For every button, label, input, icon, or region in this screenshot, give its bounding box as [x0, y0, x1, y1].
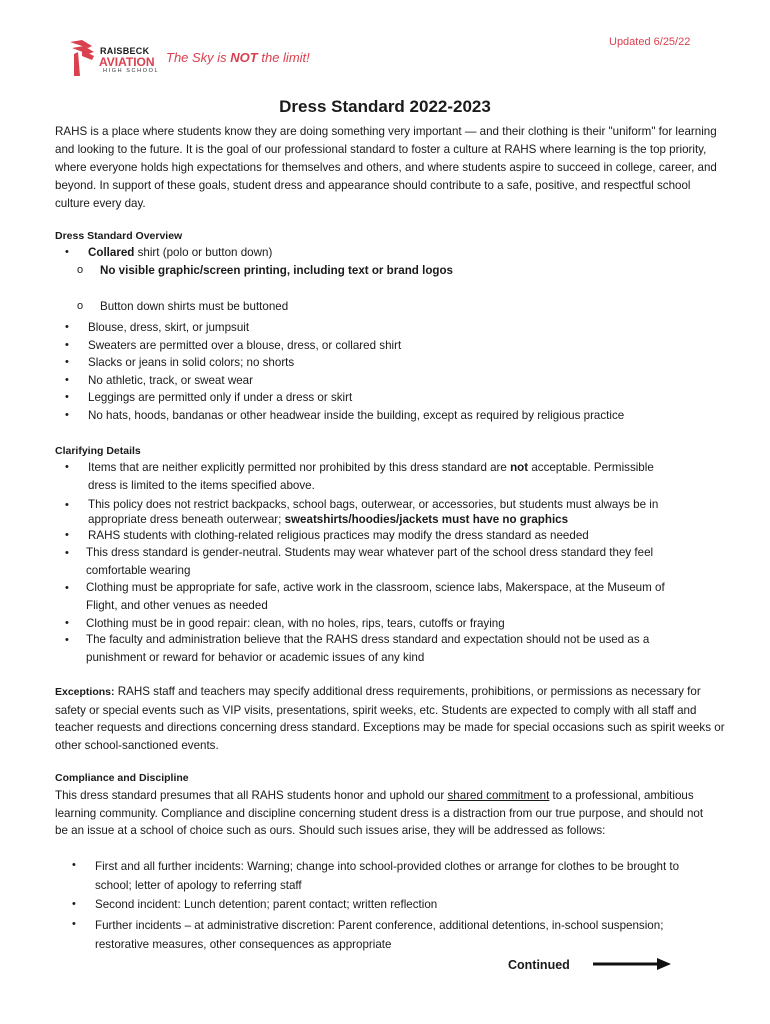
list-item: No athletic, track, or sweat wear	[88, 374, 253, 387]
list-item: Slacks or jeans in solid colors; no shorts	[88, 356, 295, 369]
list-item: Collared shirt (polo or button down)	[88, 246, 273, 259]
compliance-paragraph: This dress standard presumes that all RAHS students honor and uphold our shared commitment to a professional, ambitious learning community. Compliance and discipline concerning student dress is a distraction from our true purpose, and should not be an issue at a school of choice such as ours. Should such issues arise, they will be addressed as follows:	[55, 789, 704, 837]
bullet-icon: •	[65, 529, 69, 541]
list-item: No hats, hoods, bandanas or other headwear inside the building, except as required by religious practice	[88, 409, 625, 422]
bullet-icon: •	[65, 391, 69, 403]
bullet-icon: •	[65, 246, 69, 258]
list-item: Clothing must be in good repair: clean, with no holes, rips, tears, cutoffs or fraying	[86, 617, 505, 630]
bullet-icon: •	[72, 918, 76, 930]
list-item: Sweaters are permitted over a blouse, dress, or collared shirt	[88, 339, 402, 352]
bullet-icon: •	[65, 374, 69, 386]
bullet-icon: •	[65, 339, 69, 351]
bullet-icon: •	[65, 499, 69, 511]
document-title: Dress Standard 2022-2023	[279, 97, 491, 116]
list-item: First and all further incidents: Warning; change into school-provided clothes or arrange for clothes to be brought to school; letter of apology to referring staff	[95, 860, 680, 892]
circle-bullet-icon: o	[77, 300, 84, 312]
bullet-icon: •	[65, 582, 69, 594]
intro-paragraph: RAHS is a place where students know they are doing something very important — and their clothing is their "uniform" for learning and looking to the future. It is the goal of our professional standard to foster a culture at RAHS where learning is the top priority, where everyone holds high expectations for themselves and others, and where students aspire to succeed in college, career, and beyond. In support of these goals, student dress and appearance should contribute to a safe, positive, and respectful school culture every day.	[55, 125, 717, 210]
list-item: This dress standard is gender-neutral. Students may wear whatever part of the school dress standard they feel comfortable wearing	[86, 546, 654, 577]
bullet-icon: •	[72, 898, 76, 910]
continued-label: Continued	[508, 958, 570, 972]
circle-bullet-icon: o	[77, 264, 84, 276]
bullet-icon: •	[65, 547, 69, 559]
updated-date: Updated 6/25/22	[609, 36, 691, 48]
clarifying-heading: Clarifying Details	[55, 445, 141, 457]
list-item: Clothing must be appropriate for safe, active work in the classroom, science labs, Makerspace, at the Museum of Flight, and other venues as needed	[86, 581, 665, 612]
compliance-heading: Compliance and Discipline	[55, 772, 189, 784]
list-item: RAHS students with clothing-related religious practices may modify the dress standard as needed	[88, 529, 589, 542]
list-item: The faculty and administration believe that the RAHS dress standard and expectation should not be used as a punishment or reward for behavior or academic issues of any kind	[86, 633, 650, 664]
list-item: Blouse, dress, skirt, or jumpsuit	[88, 321, 250, 334]
list-item: This policy does not restrict backpacks, school bags, outerwear, or accessories, but students must always be in appropriate dress beneath outerwear; sweatshirts/hoodies/jackets must have no graphics	[88, 498, 659, 526]
bullet-icon: •	[65, 356, 69, 368]
logo-line-1: RAISBECK	[100, 46, 150, 56]
overview-heading: Dress Standard Overview	[55, 230, 183, 242]
logo-line-2: AVIATION	[99, 55, 155, 69]
bullet-icon: •	[65, 634, 69, 646]
bullet-icon: •	[65, 461, 69, 473]
bullet-icon: •	[65, 409, 69, 421]
list-item: Items that are neither explicitly permitted nor prohibited by this dress standard are not acceptable. Permissible dress is limited to the items specified above.	[88, 461, 654, 492]
list-item: Further incidents – at administrative discretion: Parent conference, additional detentions, in-school suspension; restorative measures, other consequences as appropriate	[95, 919, 664, 951]
bullet-icon: •	[65, 617, 69, 629]
bullet-icon: •	[65, 321, 69, 333]
list-item: Second incident: Lunch detention; parent contact; written reflection	[95, 898, 438, 911]
tagline: The Sky is NOT the limit!	[166, 50, 310, 65]
list-subitem: No visible graphic/screen printing, including text or brand logos	[100, 264, 454, 277]
list-subitem: Button down shirts must be buttoned	[100, 300, 289, 313]
right-arrow-icon	[591, 956, 673, 972]
exceptions-paragraph: Exceptions: RAHS staff and teachers may specify additional dress requirements, prohibitions, or permissions as necessary for safety or special events such as VIP visits, presentations, spirit weeks, etc. Students are expected to comply with all staff and teacher requests and directions concerning dress standard. Exceptions may be made for special occasions such as spirit weeks or other school-sanctioned events.	[55, 685, 725, 752]
shared-commitment-link[interactable]: shared commitment	[447, 789, 550, 802]
logo-line-3: HIGH SCHOOL	[103, 68, 160, 74]
list-item: Leggings are permitted only if under a dress or skirt	[88, 391, 353, 404]
bullet-icon: •	[72, 859, 76, 871]
